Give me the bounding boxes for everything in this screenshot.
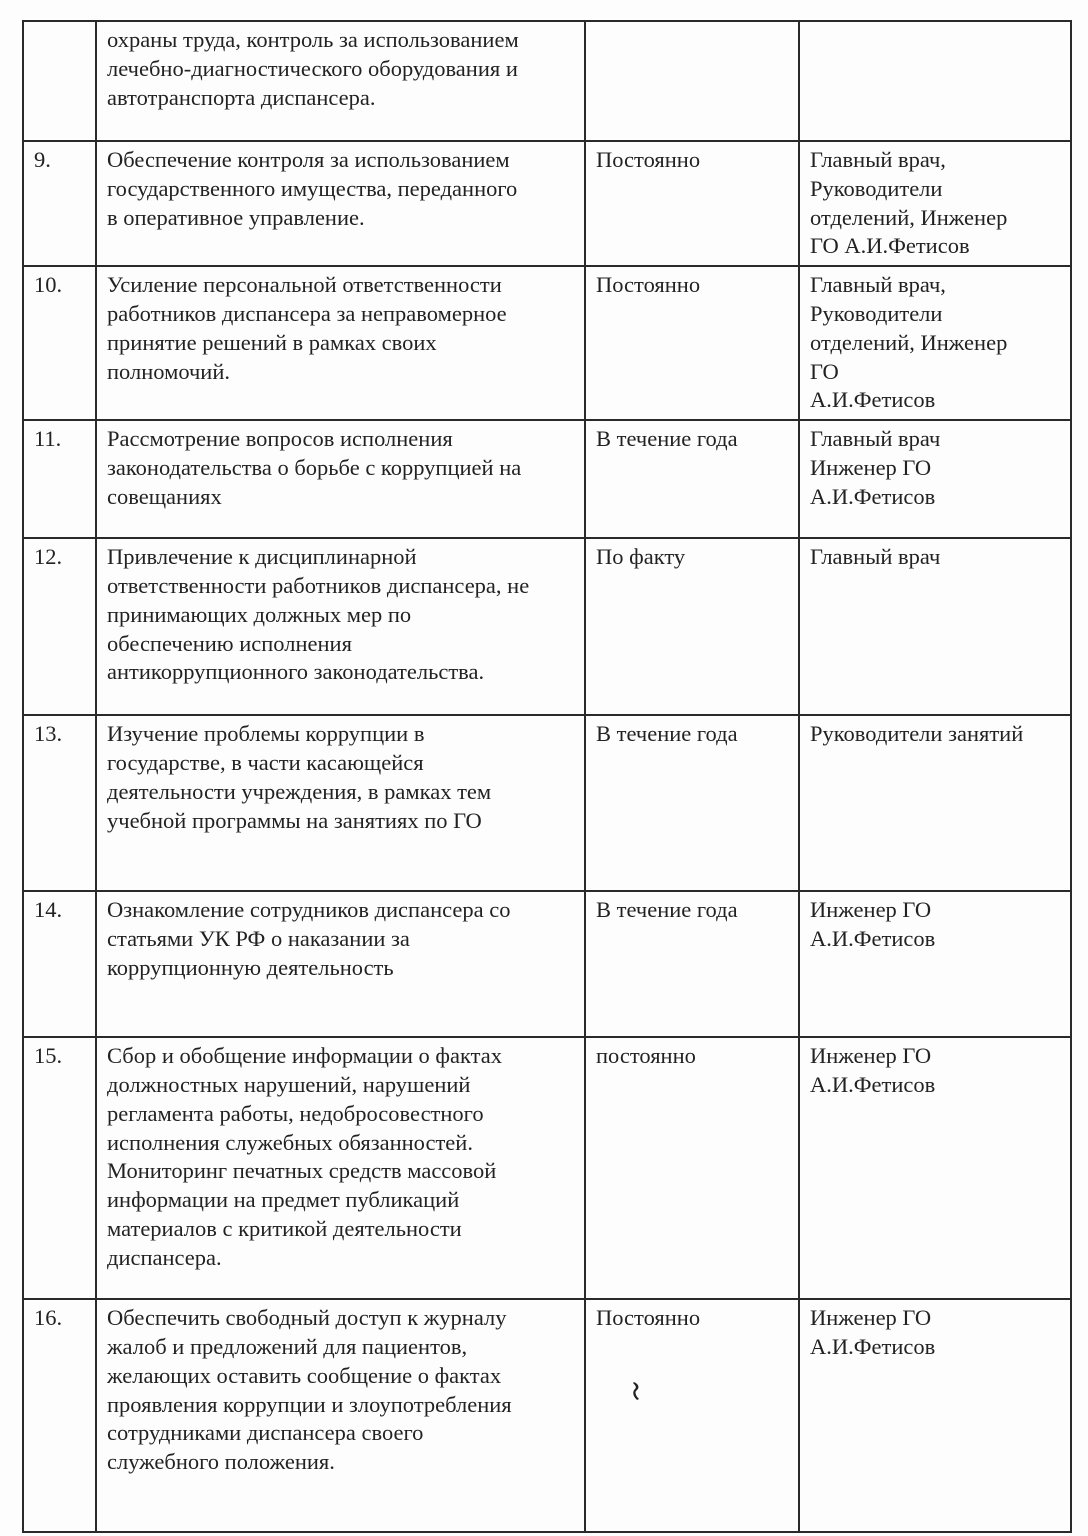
row-responsible: Руководители занятий — [799, 715, 1071, 891]
row-term: Постоянно — [585, 266, 799, 420]
table-row — [23, 538, 1071, 715]
row-action: Изучение проблемы коррупции в государстве, в части касающейся деятельности учреждения, в рамках тем учебной программы на занятиях по ГО — [96, 715, 585, 891]
row-action: Ознакомление сотрудников диспансера со статьями УК РФ о наказании за коррупционную деятельность — [96, 891, 585, 1037]
row-responsible: Инженер ГО А.И.Фетисов — [799, 1037, 1071, 1299]
row-number: 9. — [23, 141, 96, 266]
row-action: Привлечение к дисциплинарной ответственности работников диспансера, не принимающих должных мер по обеспечению исполнения антикоррупционного законодательства. — [96, 538, 585, 715]
measures-table — [22, 20, 1072, 1533]
row-number: 15. — [23, 1037, 96, 1299]
table-row — [23, 715, 1071, 891]
row-action: охраны труда, контроль за использованием лечебно-диагностического оборудования и автотранспорта диспансера. — [96, 21, 585, 141]
row-term: По факту — [585, 538, 799, 715]
table-row — [23, 266, 1071, 420]
row-responsible: Главный врач — [799, 538, 1071, 715]
table-row — [23, 420, 1071, 538]
row-number: 16. — [23, 1299, 96, 1532]
row-number: 12. — [23, 538, 96, 715]
row-number: 14. — [23, 891, 96, 1037]
row-responsible: Инженер ГО А.И.Фетисов — [799, 1299, 1071, 1532]
table-row — [23, 891, 1071, 1037]
row-action: Обеспечить свободный доступ к журналу жалоб и предложений для пациентов, желающих оставить сообщение о фактах проявления коррупции и злоупотребления сотрудниками диспансера своего служебного положения. — [96, 1299, 585, 1532]
row-number: 11. — [23, 420, 96, 538]
row-term — [585, 21, 799, 141]
row-term: Постоянно — [585, 141, 799, 266]
table-row — [23, 141, 1071, 266]
table-row — [23, 1037, 1071, 1299]
row-term: В течение года — [585, 715, 799, 891]
row-term: Постоянно — [585, 1299, 799, 1532]
row-number — [23, 21, 96, 141]
row-responsible: Главный врач Инженер ГО А.И.Фетисов — [799, 420, 1071, 538]
row-responsible: Главный врач, Руководители отделений, Инженер ГО А.И.Фетисов — [799, 266, 1071, 420]
row-term: В течение года — [585, 420, 799, 538]
row-number: 13. — [23, 715, 96, 891]
row-action: Обеспечение контроля за использованием государственного имущества, переданного в оперативное управление. — [96, 141, 585, 266]
row-responsible — [799, 21, 1071, 141]
row-responsible: Инженер ГО А.И.Фетисов — [799, 891, 1071, 1037]
row-term: В течение года — [585, 891, 799, 1037]
row-responsible: Главный врач, Руководители отделений, Инженер ГО А.И.Фетисов — [799, 141, 1071, 266]
row-action: Сбор и обобщение информации о фактах должностных нарушений, нарушений регламента работы, недобросовестного исполнения служебных обязанностей. Мониторинг печатных средств массовой информации на предмет публикаций материалов с критикой деятельности диспансера. — [96, 1037, 585, 1299]
row-action: Усиление персональной ответственности работников диспансера за неправомерное принятие решений в рамках своих полномочий. — [96, 266, 585, 420]
row-number: 10. — [23, 266, 96, 420]
table-row — [23, 21, 1071, 141]
row-term: постоянно — [585, 1037, 799, 1299]
row-action: Рассмотрение вопросов исполнения законодательства о борьбе с коррупцией на совещаниях — [96, 420, 585, 538]
ink-smudge-mark — [631, 1381, 641, 1401]
table-row — [23, 1299, 1071, 1532]
